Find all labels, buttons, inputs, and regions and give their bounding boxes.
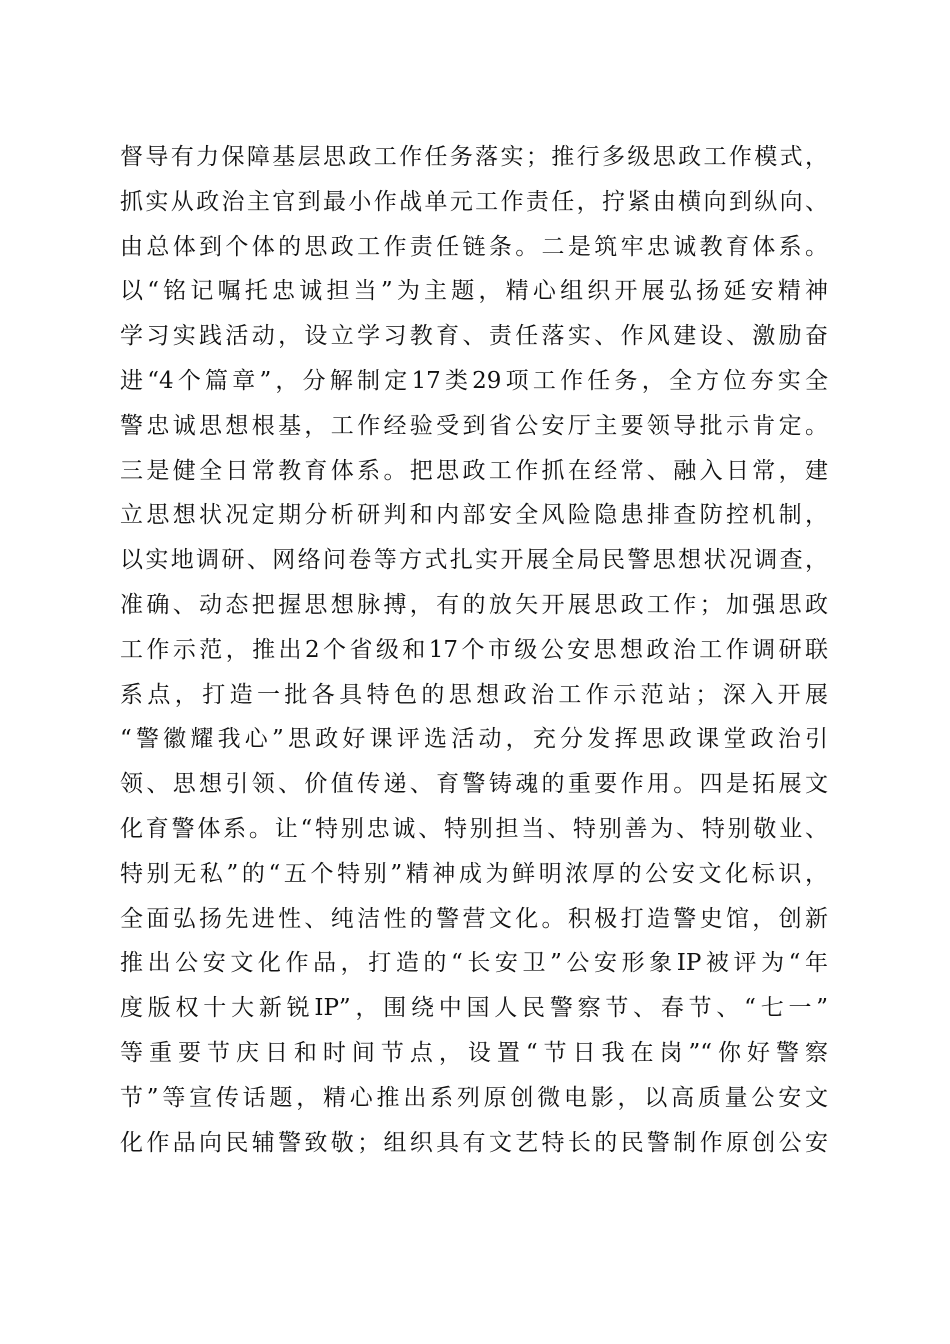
text-line: 督导有力保障基层思政工作任务落实；推行多级思政工作模式， (120, 144, 828, 170)
text-line: 全面弘扬先进性、纯洁性的警营文化。积极打造警史馆，创新 (120, 905, 828, 932)
text-line: 化育警体系。让“特别忠诚、特别担当、特别善为、特别敬业、 (120, 815, 828, 842)
text-line: 领、思想引领、价值传递、育警铸魂的重要作用。四是拓展文 (120, 771, 828, 798)
text-line: 警忠诚思想根基，工作经验受到省公安厅主要领导批示肯定。 (120, 412, 828, 439)
body-paragraph (120, 135, 828, 1165)
text-line: 抓实从政治主官到最小作战单元工作责任，拧紧由横向到纵向、 (120, 188, 828, 215)
text-line: “警徽耀我心”思政好课评选活动，充分发挥思政课堂政治引 (120, 726, 828, 753)
text-line: 由总体到个体的思政工作责任链条。二是筑牢忠诚教育体系。 (120, 233, 828, 260)
text-line: 特别无私”的“五个特别”精神成为鲜明浓厚的公安文化标识， (120, 860, 828, 887)
text-line: 以实地调研、网络问卷等方式扎实开展全局民警思想状况调查， (120, 547, 828, 574)
text-line: 学习实践活动，设立学习教育、责任落实、作风建设、激励奋 (120, 323, 828, 350)
text-line: 推出公安文化作品，打造的“长安卫”公安形象IP被评为“年 (120, 950, 828, 977)
text-line: 以“铭记嘱托忠诚担当”为主题，精心组织开展弘扬延安精神 (120, 278, 828, 305)
text-line: 准确、动态把握思想脉搏，有的放矢开展思政工作；加强思政 (120, 591, 828, 618)
text-line: 立思想状况定期分析研判和内部安全风险隐患排查防控机制， (120, 502, 828, 529)
text-line: 化作品向民辅警致敬；组织具有文艺特长的民警制作原创公安 (120, 1129, 828, 1156)
text-line: 节”等宣传话题，精心推出系列原创微电影，以高质量公安文 (120, 1084, 828, 1111)
text-line: 工作示范，推出2个省级和17个市级公安思想政治工作调研联 (120, 636, 828, 663)
text-line: 三是健全日常教育体系。把思政工作抓在经常、融入日常，建 (120, 457, 828, 484)
text-line: 系点，打造一批各具特色的思想政治工作示范站；深入开展 (120, 681, 828, 708)
text-line: 等重要节庆日和时间节点，设置“节日我在岗”“你好警察 (120, 1039, 828, 1066)
text-line: 度版权十大新锐IP”，围绕中国人民警察节、春节、“七一” (120, 995, 828, 1022)
text-line: 进“4个篇章”，分解制定17类29项工作任务，全方位夯实全 (120, 367, 828, 394)
